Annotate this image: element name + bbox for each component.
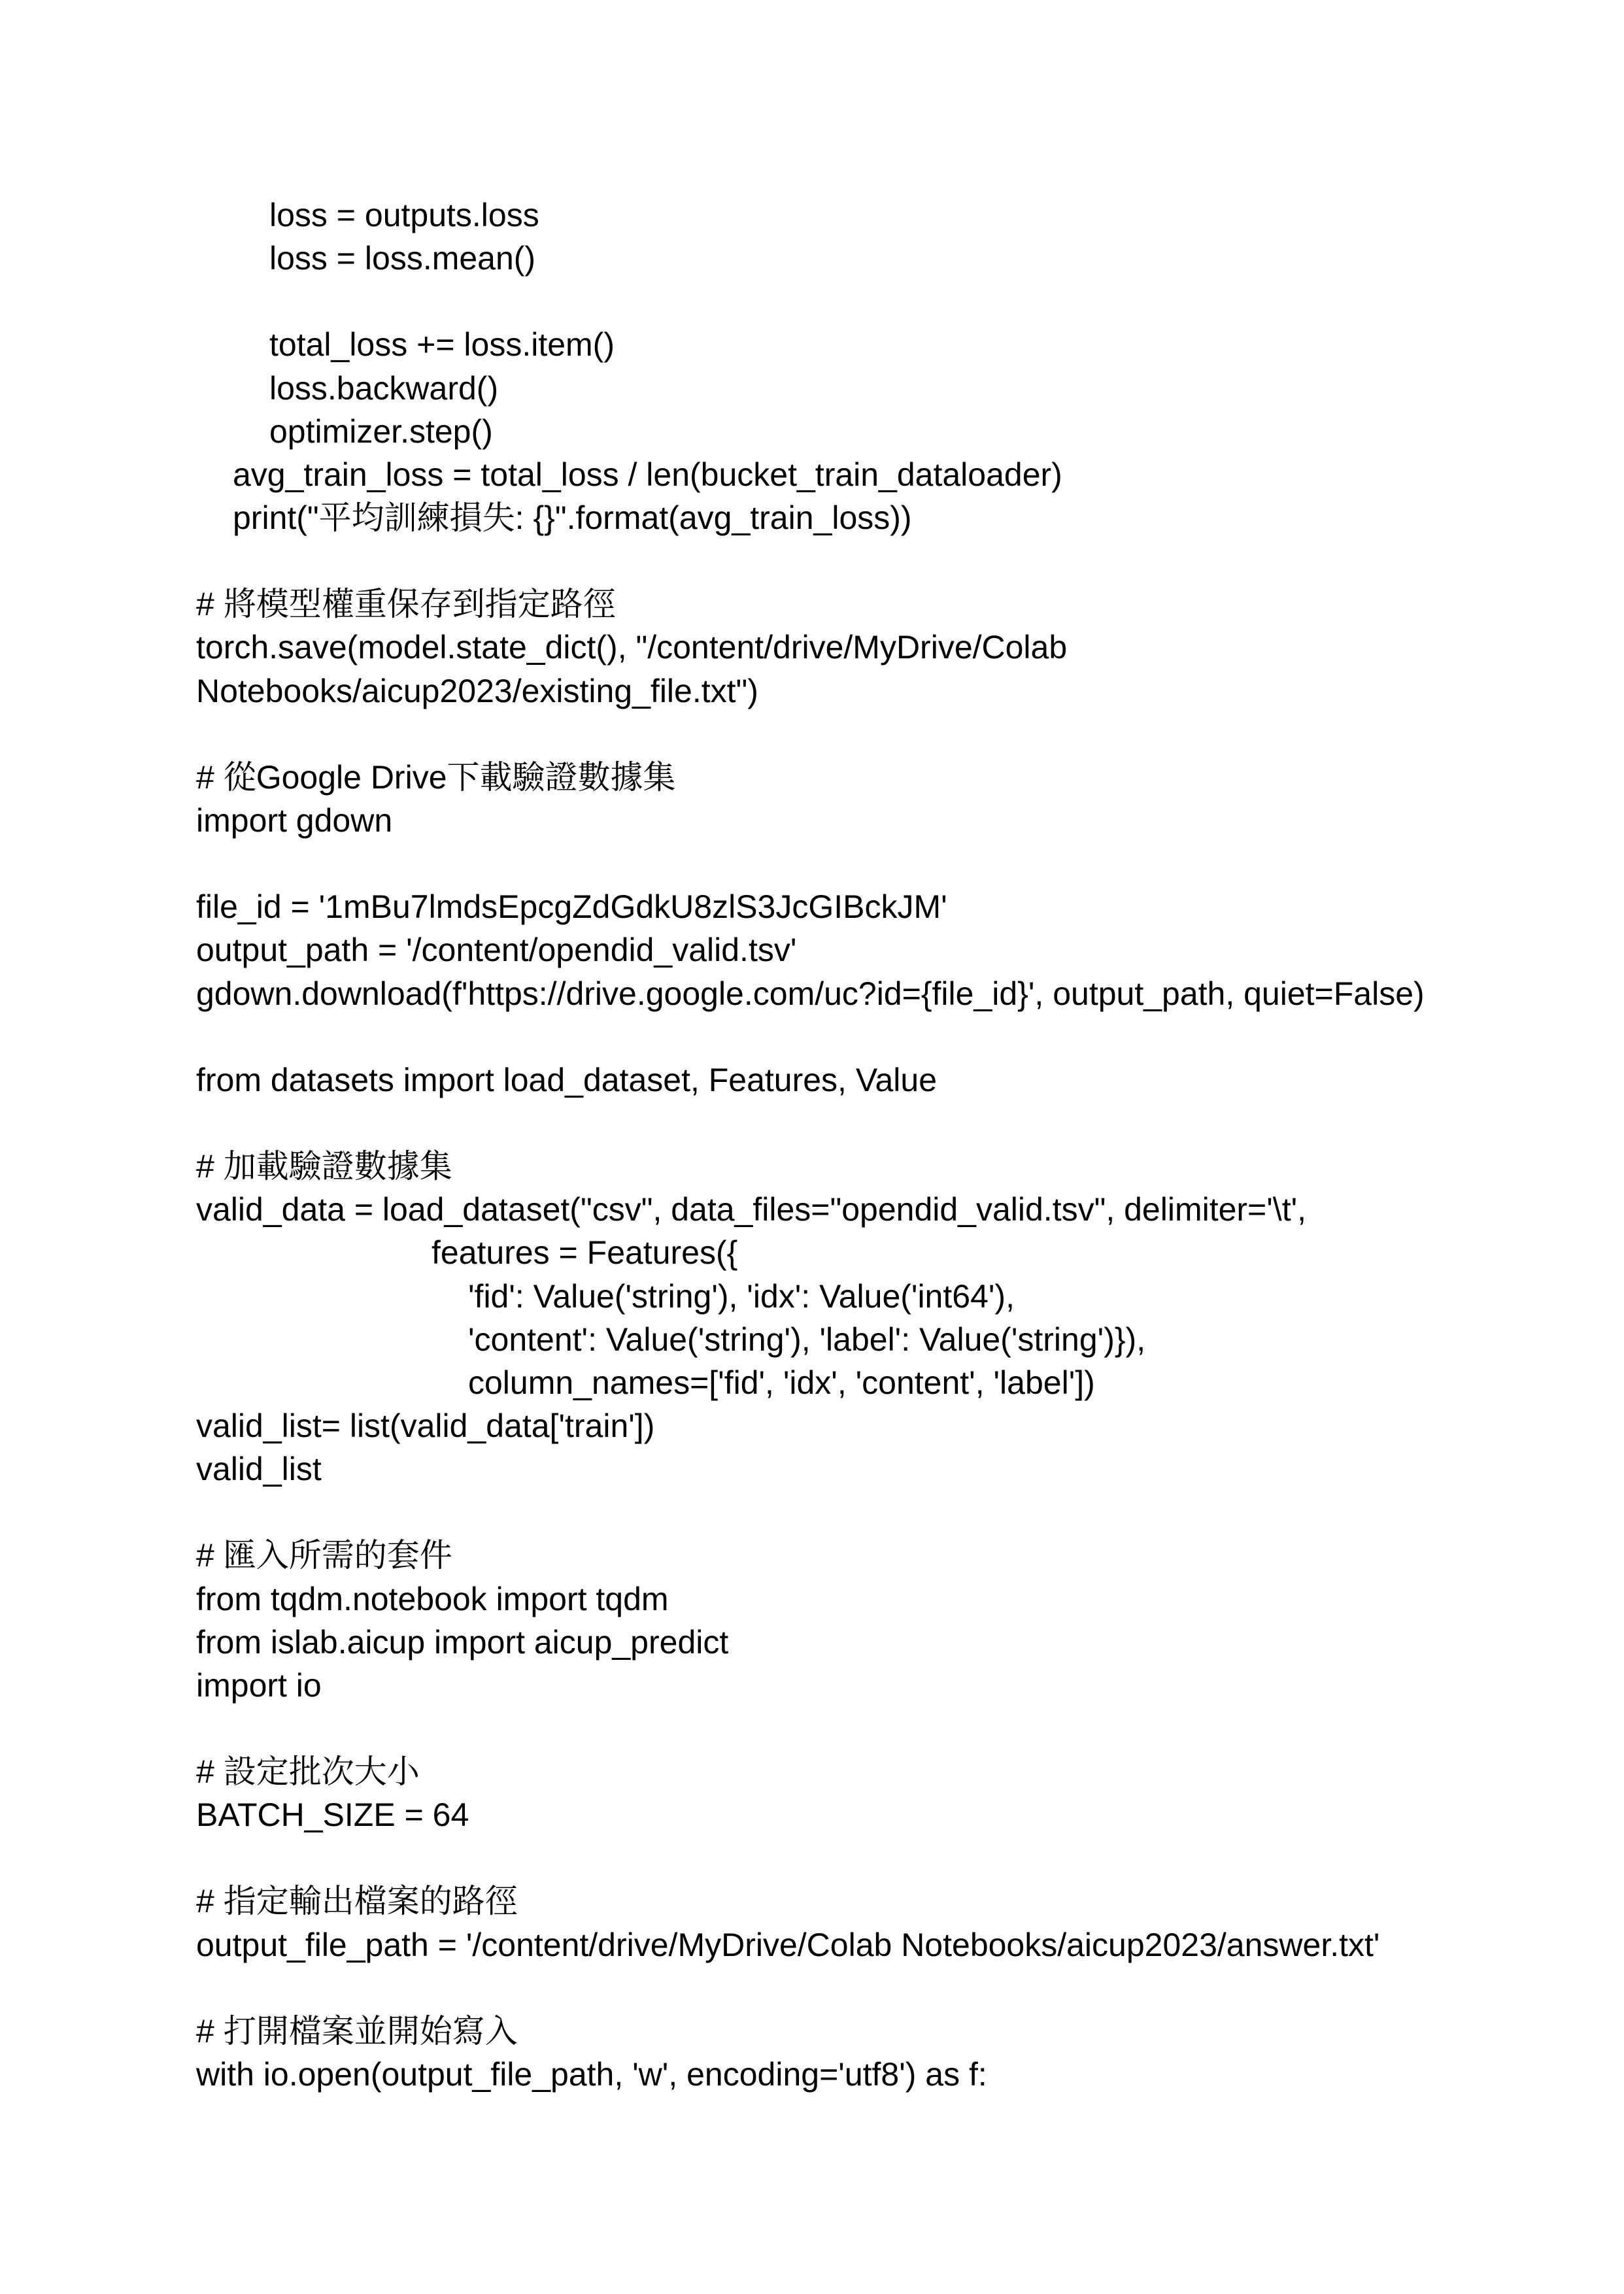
code-line: import io [196,1666,322,1704]
blank-line [196,280,1569,323]
code-comment: # 將模型權重保存到指定路徑 [196,586,616,623]
code-comment: # 匯入所需的套件 [196,1537,452,1574]
blank-line [196,1966,1569,2010]
code-line: valid_list [196,1451,322,1488]
code-line: with io.open(output_file_path, 'w', encoding='utf8') as f: [196,2056,987,2093]
code-line: print("平均訓練損失: {}".format(avg_train_loss)) [233,499,912,536]
blank-line [196,1015,1569,1058]
code-line: avg_train_loss = total_loss / len(bucket_train_dataloader) [233,456,1062,493]
code-line: optimizer.step() [269,413,493,450]
code-line: from datasets import load_dataset, Features, Value [196,1061,938,1098]
code-line: loss = loss.mean() [269,240,536,277]
code-line: 'content': Value('string'), 'label': Value('string')}), [468,1321,1146,1358]
code-line: valid_list= list(valid_data['train']) [196,1407,655,1444]
code-line: Notebooks/aicup2023/existing_file.txt") [196,672,758,709]
code-line: valid_data = load_dataset("csv", data_files="opendid_valid.tsv", delimiter='\t', [196,1191,1307,1228]
code-line: from islab.aicup import aicup_predict [196,1623,729,1661]
blank-line [196,713,1569,756]
code-line: output_path = '/content/opendid_valid.tsv' [196,932,797,969]
code-comment: # 加載驗證數據集 [196,1148,452,1185]
blank-line [196,1707,1569,1750]
code-line: output_file_path = '/content/drive/MyDrive/Colab Notebooks/aicup2023/answer.txt' [196,1926,1380,1963]
blank-line [196,1491,1569,1534]
code-line: BATCH_SIZE = 64 [196,1796,469,1834]
blank-line [196,1836,1569,1880]
blank-line [196,539,1569,582]
code-comment: # 從Google Drive下載驗證數據集 [196,758,676,796]
code-line: column_names=['fid', 'idx', 'content', 'label']) [468,1364,1095,1401]
code-block [196,194,1569,2096]
code-line: total_loss += loss.item() [269,326,615,363]
code-line: torch.save(model.state_dict(), "/content/drive/MyDrive/Colab [196,629,1068,666]
code-line: 'fid': Value('string'), 'idx': Value('int64'), [468,1277,1015,1315]
code-line: gdown.download(f'https://drive.google.com/uc?id={file_id}', output_path, quiet=False) [196,975,1425,1012]
code-comment: # 指定輸出檔案的路徑 [196,1883,518,1920]
blank-line [196,842,1569,885]
code-line: loss = outputs.loss [269,197,539,233]
code-comment: # 設定批次大小 [196,1753,420,1791]
code-line: file_id = '1mBu7lmdsEpcgZdGdkU8zlS3JcGIBckJM' [196,888,947,926]
code-comment: # 打開檔案並開始寫入 [196,2012,518,2049]
code-line: from tqdm.notebook import tqdm [196,1580,669,1617]
code-line: import gdown [196,801,393,839]
code-line: features = Features({ [431,1234,738,1272]
code-line: loss.backward() [269,369,499,407]
blank-line [196,1102,1569,1145]
